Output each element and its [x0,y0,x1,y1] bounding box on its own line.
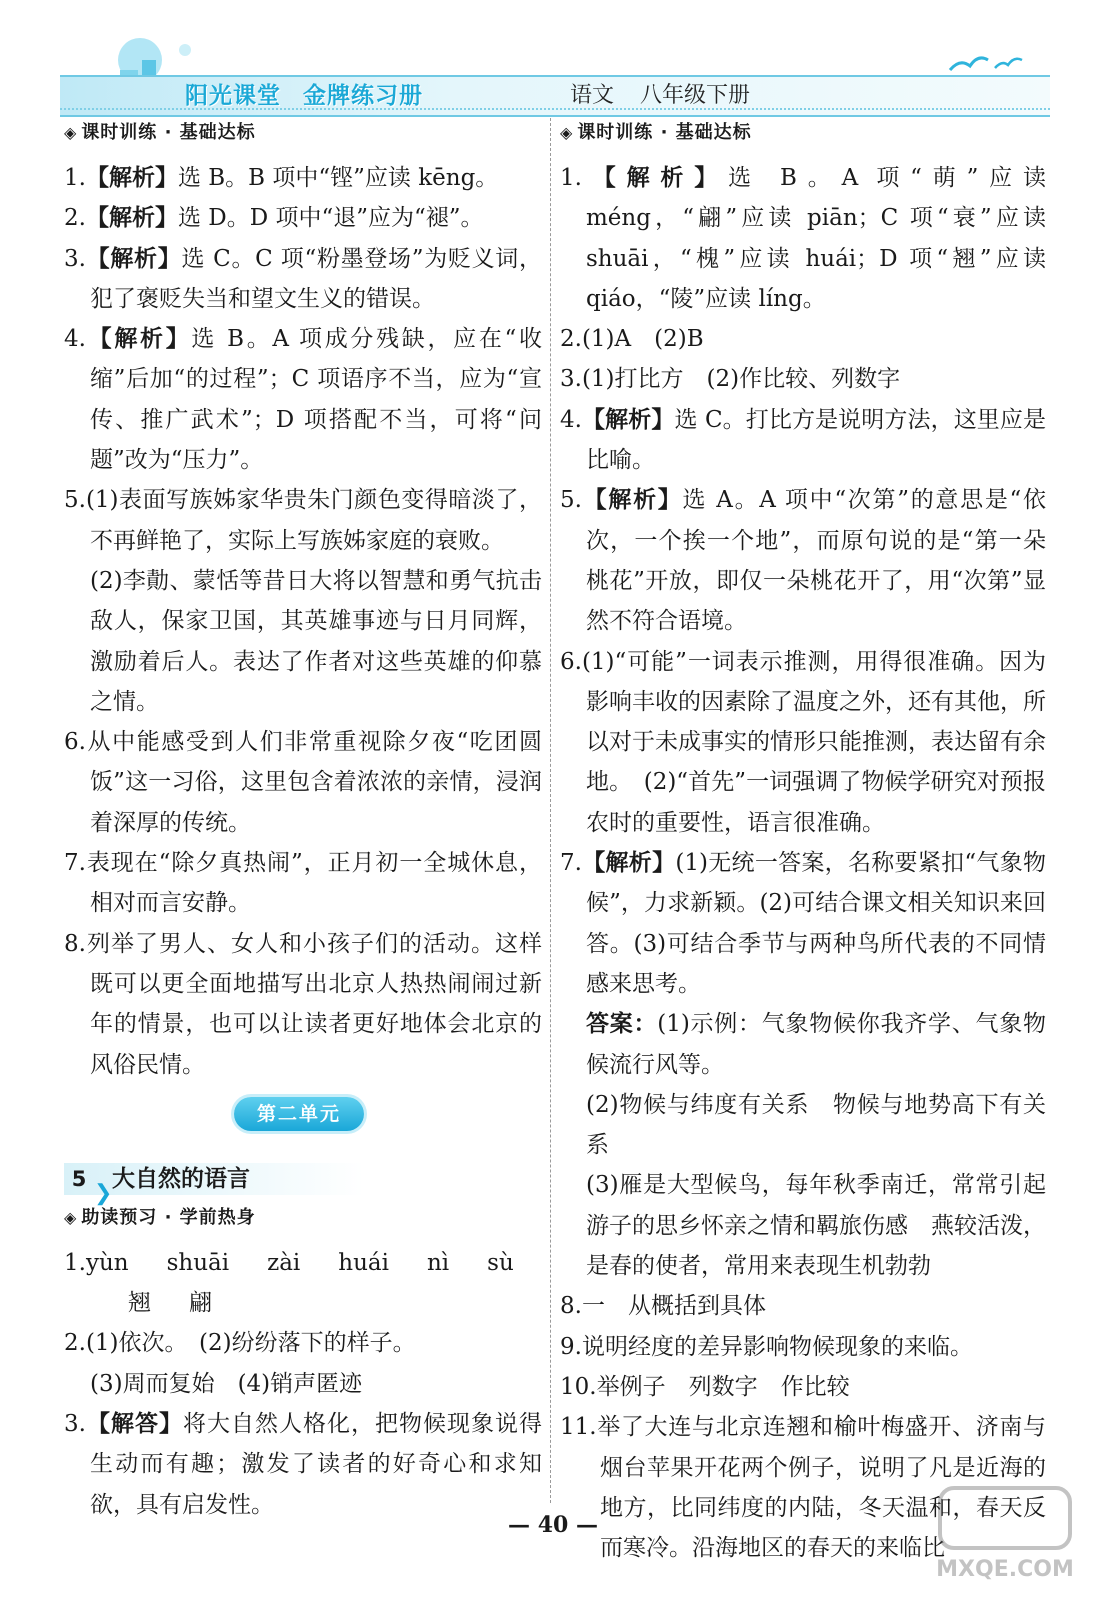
item-number: 1. [64,165,86,191]
item-key: 【解答】 [85,1411,183,1438]
item-number: 7. [64,850,86,877]
item-text: 选 C。打比方是说明方法，这里应是比喻。 [586,406,1046,474]
answer-item [560,319,1046,359]
series-subname: 金牌练习册 [303,83,423,109]
item-key: 【解析】 [85,326,192,353]
section-heading-text: 助读预习 · 学前热身 [81,1206,256,1228]
item-number: 10. [560,1373,597,1400]
left-column [64,118,542,1525]
answer-item [64,722,542,843]
unit-badge: 第二单元 [234,1097,364,1131]
section-heading [64,118,542,158]
answer-item [560,642,1046,843]
item-text: 选 B。A 项“萌”应读 méng，“翩”应读 piān；C 项“衰”应读 shuāi，“槐”应读 huái；D 项“翘”应读 qiáo，“陵”应读 líng。 [586,165,1047,312]
item-text: (1)无统一答案，名称要紧扣“气象物候”，力求新颖。(2)可结合课文相关知识来回答。(3)可结合季节与两种鸟所代表的不同情感来思考。 [586,850,1047,997]
answer-subitem: (3)雁是大型候鸟，每年秋季南迁，常常引起游子的思乡怀亲之情和羁旅伤感 燕较活泼，是春的使者，常用来表现生机勃勃 [586,1172,1046,1280]
item-number: 2. [64,1330,86,1357]
item-text: 举了大连与北京连翘和榆叶梅盛开、济南与烟台苹果开花两个例子，说明了凡是近海的地方，比同纬度的内陆，冬天温和，春天反而寒冷。沿海地区的春天的来临比 [596,1414,1046,1562]
answer-subitem [560,1004,1046,1085]
answer-item [64,239,542,320]
item-key: 【解析】 [581,406,675,433]
item-text: 选 B。A 项成分残缺，应在“收缩”后加“的过程”；C 项语序不当，应为“宣传、推广武术”；D 项搭配不当，可将“问题”改为“压力”。 [90,326,542,474]
column-divider [550,118,551,1503]
item-number: 1. [560,165,582,191]
lesson-number: 5 [71,1166,87,1191]
pinyin-word: huái [338,1249,389,1276]
answer-item [560,1327,1046,1367]
birds-icon [940,40,1030,80]
pinyin-word: 翘 [128,1290,151,1317]
item-text: (1)依次。 (2)纷纷落下的样子。 [85,1330,416,1357]
item-text: 表现在“除夕真热闹”，正月初一全城休息，相对而言安静。 [85,850,542,917]
diamond-icon: ◈ [64,123,78,142]
item-key: 【解析】 [581,487,683,514]
grade-name: 八年级下册 [640,83,751,108]
answer-subitem: (3)周而复始 (4)销声匿迹 [90,1370,363,1397]
subject-name: 语文 [570,83,615,108]
item-text: 列举了男人、女人和小孩子们的活动。这样既可以更全面地描写出北京人热热闹闹过新年的情景，也可以让读者更好地体会北京的风俗民情。 [85,930,542,1078]
item-text: 选 C。C 项“粉墨登场”为贬义词，犯了褒贬失当和望文生义的错误。 [90,245,543,312]
series-title [185,77,445,110]
pinyin-word: yùn [85,1249,129,1276]
item-number: 8. [560,1293,582,1320]
item-text: 选 A。A 项中“次第”的意思是“依次，一个挨一个地”，而原句说的是“第一朵桃花”开放，即仅一朵桃花开了，用“次第”显然不符合语境。 [586,487,1047,635]
item-number: 6. [560,648,582,675]
item-text: 从中能感受到人们非常重视除夕夜“吃团圆饭”这一习俗，这里包含着浓浓的亲情，浸润着深厚的传统。 [85,729,542,836]
answer-item [560,359,1046,399]
pinyin-word: sù [487,1249,514,1276]
item-text: 说明经度的差异影响物候现象的来临。 [581,1333,973,1360]
answer-item [64,198,542,238]
section-heading-text: 课时训练 · 基础达标 [577,122,752,143]
item-text: 一 从概括到具体 [581,1293,766,1320]
answer-item [64,924,542,1085]
item-key: 【解析】 [581,850,676,877]
answer-item [64,480,542,561]
item-text: 将大自然人格化，把物候现象说得生动而有趣；激发了读者的好奇心和求知欲，具有启发性。 [90,1411,543,1518]
item-number: 3. [64,1411,86,1438]
item-number: 7. [560,850,582,877]
section-heading [560,118,1046,158]
item-text: (1)“可能”一词表示推测，用得很准确。因为影响丰收的因素除了温度之外，还有其他，所以对于未成事实的情形只能推测，表达留有余地。 (2)“首先”一词强调了物候学研究对预报农时的重要性，语言很准确。 [581,648,1046,836]
lesson-heading [64,1155,542,1206]
item-text: (1)A (2)B [581,326,704,353]
item-text: 选 B。B 项中“铿”应读 kēng。 [177,165,499,191]
item-number: 1. [64,1249,86,1276]
item-text: 举例子 列数字 作比较 [596,1373,850,1400]
item-key: 【解析】 [85,245,182,272]
chevron-right-icon: ❯ [94,1180,113,1206]
pinyin-word: shuāi [166,1249,230,1276]
watermark-text: MXQE.COM [936,1557,1074,1582]
answer-item [560,1286,1046,1326]
answer-item [64,843,542,924]
item-text: (1)打比方 (2)作比较、列数字 [581,366,901,393]
pinyin-word: nì [426,1249,450,1276]
item-key: 【解析】 [85,205,178,232]
answer-item [64,158,542,198]
item-number: 3. [64,245,86,272]
item-number: 4. [560,406,582,433]
answer-item [64,1404,542,1525]
item-key: 【解析】 [581,165,729,191]
item-number: 5. [64,487,86,514]
subject-title [570,78,776,109]
item-number: 4. [64,326,86,353]
answer-item [560,480,1046,641]
answer-item [64,319,542,480]
answer-item [560,1367,1046,1407]
answer-item [560,158,1046,319]
item-number: 3. [560,366,582,393]
answer-item [560,400,1046,481]
item-text: 选 D。D 项中“退”应为“褪”。 [177,205,484,232]
item-number: 8. [64,930,86,957]
right-column [560,118,1046,1568]
item-number: 2. [64,205,86,232]
answer-subitem: (2)物候与纬度有关系 物候与地势高下有关系 [586,1091,1046,1159]
unit-banner [64,1085,542,1155]
answer-item [64,1323,542,1363]
answer-text: (1)示例：气象物候你我齐学、气象物候流行风等。 [586,1011,1046,1078]
lesson-title: 大自然的语言 [112,1165,250,1192]
answer-subitem: (2)李勣、蒙恬等昔日大将以智慧和勇气抗击敌人，保家卫国，其英雄事迹与日月同辉，激励着后人。表达了作者对这些英雄的仰慕之情。 [90,567,542,715]
diamond-icon: ◈ [64,1207,78,1227]
section-heading [64,1203,542,1243]
page-header [60,20,1050,112]
item-text: (1)表面写族姊家华贵朱门颜色变得暗淡了，不再鲜艳了，实际上写族姊家庭的衰败。 [85,487,542,554]
answer-item [64,1243,542,1324]
item-key: 【解析】 [85,165,178,191]
item-number: 11. [560,1414,597,1441]
watermark-logo [930,1478,1080,1586]
page-number: — 40 — [508,1512,598,1538]
diamond-icon: ◈ [560,123,574,142]
pinyin-word: zài [267,1249,301,1276]
item-number: 2. [560,326,582,353]
item-number: 9. [560,1333,582,1360]
answer-key: 答案： [586,1011,658,1038]
pinyin-word: 翩 [189,1290,212,1317]
answer-item [560,843,1046,1004]
header-divider [60,108,1050,110]
section-heading-text: 课时训练 · 基础达标 [81,122,256,143]
item-number: 5. [560,487,582,514]
series-name: 阳光课堂 [185,83,281,109]
item-number: 6. [64,729,86,756]
